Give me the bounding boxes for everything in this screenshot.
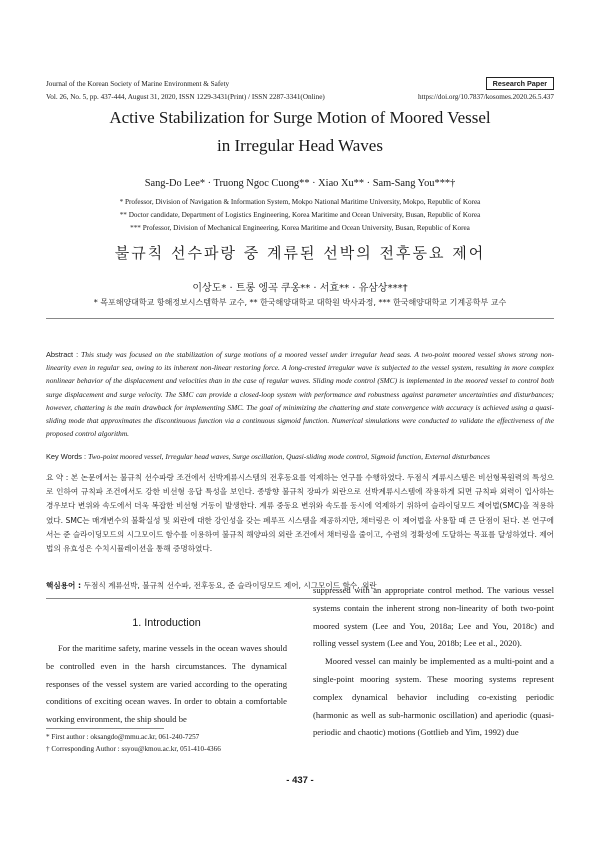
intro-right-paragraph-1: suppressed with an appropriate control method. The various vessel systems contain the inherent strong non-linearity of both two-point moored system (Lee and You, 2018a; Lee and You, 2018c) and rolling vessel system (Lee and You, 2018b; Lee et al., 2020). (313, 585, 554, 649)
intro-right-column (313, 582, 554, 742)
abstract-text: This study was focused on the stabilization of surge motions of a moored vessel under irregular head seas. A two-point moored vessel shows strong non-linearity even in regular sea, owing to its inherent non-linear restoring force. A long-crested irregular wave is subjected to the vessel system, resulting in more complex nonlinear behavior of the displacement and velocities than in the case of regular waves. Sliding mode control (SMC) is implemented in the moored vessel to control both surge displacement and surge velocity. The SMC can provide a closed-loop system with performance and robustness against parameter uncertainties and disturbances; however, chattering is the main drawback for implementing SMC. The goal of minimizing the chattering and state convergence with accuracy is achieved using a quasi-sliding mode that approximates the discontinuous function via a continuous sigmoid function. Numerical simulations were conducted to validate the effectiveness of the proposed control algorithm. (46, 350, 554, 439)
abstract-ko-label: 요 약 : (46, 473, 71, 482)
journal-name: Journal of the Korean Society of Marine Environment & Safety (46, 80, 230, 88)
title-line-2: in Irregular Head Waves (217, 136, 383, 155)
title-line-1: Active Stabilization for Surge Motion of Moored Vessel (109, 108, 491, 127)
affiliation-3: *** Professor, Division of Mechanical Engineering, Korea Maritime and Ocean University, Busan, Republic of Korea (130, 224, 470, 232)
volume-line: Vol. 26, No. 5, pp. 437-444, August 31, 2020, ISSN 1229-3431(Print) / ISSN 2287-3341(Online) (46, 93, 325, 101)
authors-en: Sang-Do Lee* · Truong Ngoc Cuong** · Xiao Xu** · Sam-Sang You***† (144, 178, 456, 189)
abstract-label: Abstract : (46, 350, 82, 359)
abstract-ko (46, 471, 554, 556)
footnote-1: * First author : oksangdo@mmu.ac.kr, 061-240-7257 (46, 733, 200, 741)
authors-ko: 이상도* · 트롱 엥곡 쿠옹** · 서효** · 유삼상***† (192, 283, 408, 294)
keywords-text: Two-point moored vessel, Irregular head waves, Surge oscillation, Quasi-sliding mode control, Sigmoid function, External disturbances (88, 452, 490, 461)
keywords-label: Key Words : (46, 452, 89, 461)
footnote-divider (46, 728, 164, 729)
affiliation-1: * Professor, Division of Navigation & Information System, Mokpo National Maritime University, Mokpo, Republic of Korea (119, 198, 481, 206)
keywords-ko-text: 두점식 계류선박, 불규칙 선수파, 전후동요, 준 슬라이딩모드 제어, 시그모이드 함수, 외란 (83, 581, 377, 590)
footnote-2: † Corresponding Author : ssyou@kmou.ac.kr, 051-410-4366 (46, 745, 221, 753)
page-number: - 437 - (286, 775, 314, 786)
abstract-ko-text: 본 논문에서는 불규칙 선수파랑 조건에서 선박계류시스템의 전후동요를 억제하는 연구를 수행하였다. 두점식 계류시스템은 비선형복원력의 특성으로 인하여 규칙파 조건에서도 강한 비선형 응답 특성을 보인다. 종방향 불규칙 장파가 외란으로 선박계류시스템에 작용하게 되면 규칙파 외력이 입사하는 경우보다 변위와 속도에서 더욱 복잡한 비선형 거동이 발생한다. 계류 중동요 변위와 속도를 동시에 억제하기 위하여 슬라이딩모드 제어법(SMC)을 적용하였다. SMC는 매개변수의 불확실성 및 외란에 대한 강인성을 갖는 폐루프 시스템을 제공하지만, 채터링은 이 제어법을 사용할 때 큰 단점이 된다. 본 연구에서는 준 슬라이딩모드의 시그모이드 함수를 이용하여 불규칙 해양파의 외란 조건에서 채터링을 줄이고, 수렴의 정확성에 도달하는 목표를 달성하였다. 제어법의 유효성은 수치시뮬레이션을 통해 증명하였다. (46, 473, 554, 554)
article-type-badge: Research Paper (486, 77, 554, 90)
intro-left-column: For the maritime safety, marine vessels in the ocean waves should be controlled even in the harsh circumstances. The dynamical responses of the vessel system are varied according to the operating conditions of exciting ocean waves. In order to obtain a comfortable working environment, the ship should be (46, 643, 287, 725)
paper-title-ko: 불규칙 선수파랑 중 계류된 선박의 전후동요 제어 (114, 244, 486, 262)
affiliation-2: ** Doctor candidate, Department of Logistics Engineering, Korea Maritime and Ocean University, Busan, Republic of Korea (119, 211, 481, 219)
divider (46, 318, 554, 319)
keywords (46, 452, 554, 461)
affiliations-ko: * 목포해양대학교 항해정보시스템학부 교수, ** 한국해양대학교 대학원 박사과정, *** 한국해양대학교 기계공학부 교수 (93, 298, 507, 307)
paper-title-en (0, 104, 600, 160)
abstract (46, 348, 554, 440)
keywords-ko-label: 핵심용어 : (46, 581, 84, 590)
section-title: 1. Introduction (132, 617, 201, 629)
doi-link[interactable]: https://doi.org/10.7837/kosomes.2020.26.5.437 (417, 93, 554, 101)
intro-right-paragraph-2: Moored vessel can mainly be implemented as a multi-point and a single-point mooring system. These mooring systems represent complex dynamical behavior including co-existing periodic (harmonic as well as sub-harmonic oscillation) and aperiodic (quasi-periodic and chaotic) motions (Gottlieb and Yim, 1992) due (313, 656, 554, 738)
